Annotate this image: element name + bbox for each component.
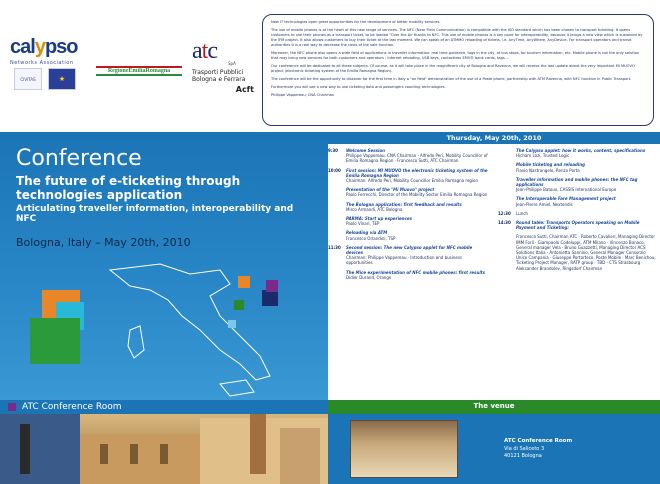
session-title: The Interoperable Fare Management project [516,196,616,202]
calypso-logo-accent: y [34,36,45,58]
session-speakers: Mirco Armandi, ATC Bologna [346,206,403,212]
session-title: First session: MI MUOVO the electronic ticketing system of the Emilia Romagna Region [346,167,488,178]
decor-square-sky [228,320,236,328]
partner-logos [14,68,76,90]
venue-street: Via di Saliceto 3 [504,446,545,452]
session-time [328,202,346,212]
venue-name: ATC Conference Room [504,438,573,444]
session-title: Second session: The new Calypso applet for NFC mobile devices [346,244,473,256]
session-title: Round table: Transports Operators speaking on Mobile Payment and Ticketing: [516,220,640,231]
session-time: 9:30 [328,148,338,153]
program-session [498,177,658,193]
program-session [498,196,658,206]
acft-logo: Acft [235,85,254,94]
session-time [498,148,516,158]
session-speakers: Jean-Philippe Batoux, CASSIS International Europe [516,187,617,193]
header-band [0,0,660,132]
conference-subtitle: The future of e-ticketing through technologies application [16,174,241,202]
italy-map-illustration [70,260,290,400]
program-session [498,148,658,158]
bologna-skyline-illustration [0,414,328,484]
session-speakers: Flavio Nastrangelo, Renzo Porta [516,167,580,173]
program-session [328,202,488,212]
session-title: The Bologna application: first feedback and results [346,201,462,207]
session-title: The Calypso applet: how it works, content, specifications [516,148,646,153]
session-time: 12:30 [498,210,511,216]
note-paragraph: The conference will be the opportunity to discover for the first time in Italy a "on field" demonstration of the use of a Poste phone, partnership with ATM Ravenna, with NFC function in Public Transport. [271,77,632,81]
program-session [498,162,658,172]
session-speakers: Chairman: Philippe Vappereau · Introduction and business opportunities [346,255,463,266]
session-speakers: Hicham Lozi, Trusted Logic [516,153,570,159]
session-title: Reloading via ATM [346,230,388,236]
intro-note [262,14,654,126]
calypso-logo [10,36,90,66]
session-title: Traveller information and mobile phones: the NFC tag applications [516,176,638,188]
atc-line1: Trasporti Pubblici [192,69,244,76]
session-title: The Mice experimentation of NFC mobile phones: first results [346,269,486,275]
venue-city: 40121 Bologna [504,453,542,459]
program-panel [328,132,660,400]
program-session [498,234,658,270]
program-session [328,187,488,197]
note-signature: Philippe Vappereau, CNA Chairman [271,93,335,97]
program-session [328,245,488,266]
decor-square-navy [262,290,278,306]
conference-room-label: ATC Conference Room [22,402,122,412]
session-speakers: Chairman: Alfredo Peri, Mobility Councillor Emilia Romagna region [346,178,479,184]
conference-date: Bologna, Italy – May 20th, 2010 [16,236,191,249]
region-logo: RegioneEmiliaRomagna [96,66,182,76]
venue-label: The venue [473,402,515,410]
session-time [328,216,346,226]
venue-bar [328,400,660,414]
conference-title: Conference [16,146,142,171]
decor-square-orange [238,276,250,288]
program-date-header: Thursday, May 20th, 2010 [328,132,660,144]
session-time [498,177,516,193]
program-session [328,148,488,164]
program-session [328,168,488,184]
atc-spa: SpA [228,61,236,66]
sicily-outline [220,380,254,396]
program-column-right [498,148,658,275]
program-session [328,216,488,226]
note-paragraph: The use of mobile phones is at the heart of this new range of services. The NFC (Near Field Communication) is compatible with the ISO standard which has been chosen to transport ticketing. It opens customers to use their phones as a transport ticket, to be loaded "Over the Air thanks to NFC. This use of mobile phones is a key point for interoperability, because it brings a new view which is sustained by the IFM project. It also allows customers to buy their ticket at the last moment. We can speak of an ATMMO reloading of tickets, i.e. AnyTime, AnyWhere, AnyDevice. For transport operators and transit authorities it is a real way to decrease the costs of the sale function. [271,28,643,47]
session-title: Mobile ticketing and reloading [516,162,585,168]
session-title: PARMA: Start up experiences [346,216,412,222]
atc-logo-t: t [201,38,208,64]
program-session [498,211,658,216]
decor-square-green [234,300,244,310]
session-title: Presentation of the "Mi Muovo" project [346,187,435,193]
bologna-photos [0,414,328,484]
sardinia-outline [128,326,144,358]
session-time [328,270,346,280]
session-title: Welcome Session [346,148,385,153]
venue-photo [350,420,458,478]
session-time [498,196,516,206]
program-column-left [328,148,488,284]
session-speakers: Philippe Vappereau, CNA Chairman · Alfredo Peri, Mobility Councillor of Emilia Romagna Region · Francesco Sutti, ATC Chairman [346,153,488,164]
session-speakers: Francesco Sutti, Chairman ATC · Roberto Cavalieri, Managing Director IMM Forli · Giampaolo Codeluppi, ATM Milano · Vincenzo Bonaco, General manager Vela · Bruno Guazzetti, Managing Director ACS Solutions Italia · Antonietta Sannino, General Manager Consorzio Unico Campania · Giuseppe Portorteco, Poste Mobile · Marc Benichou, Ticketing Project Manager, RATP group · TBD - CTS Strasbourg · Aleksander Brandolev, Ringsdorf Chairman [516,234,656,271]
program-session [498,220,658,230]
note-paragraph: New IT technologies open great opportunities for the development of better mobility services. [271,20,441,24]
session-time: 11:30 [328,244,341,250]
session-speakers: Lunch [516,210,528,216]
session-speakers: Paolo Ferrecchi, Director of the Mobility Sector Emilia Romagna Region [346,192,488,198]
atc-logo [192,38,254,94]
session-speakers: Didier Durand, Orange [346,274,392,280]
atc-line2: Bologna e Ferrara [192,76,246,83]
session-speakers: Paolo Vinari, TEP [346,221,380,227]
atc-logo-a: a [192,38,202,64]
session-time [328,187,346,197]
calypso-logo-text-end: pso [44,36,78,58]
eu-flag-icon: ★ [48,68,76,90]
session-time: 14:30 [498,220,511,226]
session-time [328,230,346,240]
program-session [328,230,488,240]
calypso-tagline: Networks Association [10,60,74,66]
note-paragraph: Moreover, the NFC phone also opens a wide field of applications in traveller information: real time guidance, tags in the city, at bus stops, for tourism information, etc. Mobile phone is not the only solution that may bring new services for both customers and operators : Internet reloading, USB keys, contactless EMV® bank cards, tags ... [271,51,640,60]
conference-panel [0,132,328,400]
session-speakers: Francesco Orlandini, TSP [346,235,396,241]
venue-address [504,446,544,460]
civitas-logo: CIVITAS [14,68,42,90]
session-time [498,162,516,172]
venue-panel [328,414,660,484]
session-time: 10:00 [328,167,341,173]
decor-square-green [30,318,80,364]
session-speakers: Jean-Pierre Amiel, Nextendis [516,201,573,207]
calypso-logo-text: cal [10,36,35,58]
decor-square-purple [266,280,278,292]
atc-logo-c: c [207,38,217,64]
conference-room-bar [0,400,328,414]
note-paragraph: Furthermore you will see a new way to use ticketing data and passengers counting technologies. [271,85,446,89]
note-paragraph: Our conference will be dedicated to all these subjects. Of course, as it will take place in the magnificent city of Bologna and Ravenna, we will receive the last update about the very important MI MUOVO project (electronic ticketing system of the Emilia Romagna Region). [271,64,635,73]
bullet-square-icon [8,403,16,411]
program-session [328,270,488,280]
session-time [498,234,516,270]
conference-subtitle-2: Articulating traveller information, interoperability and NFC [16,204,294,224]
